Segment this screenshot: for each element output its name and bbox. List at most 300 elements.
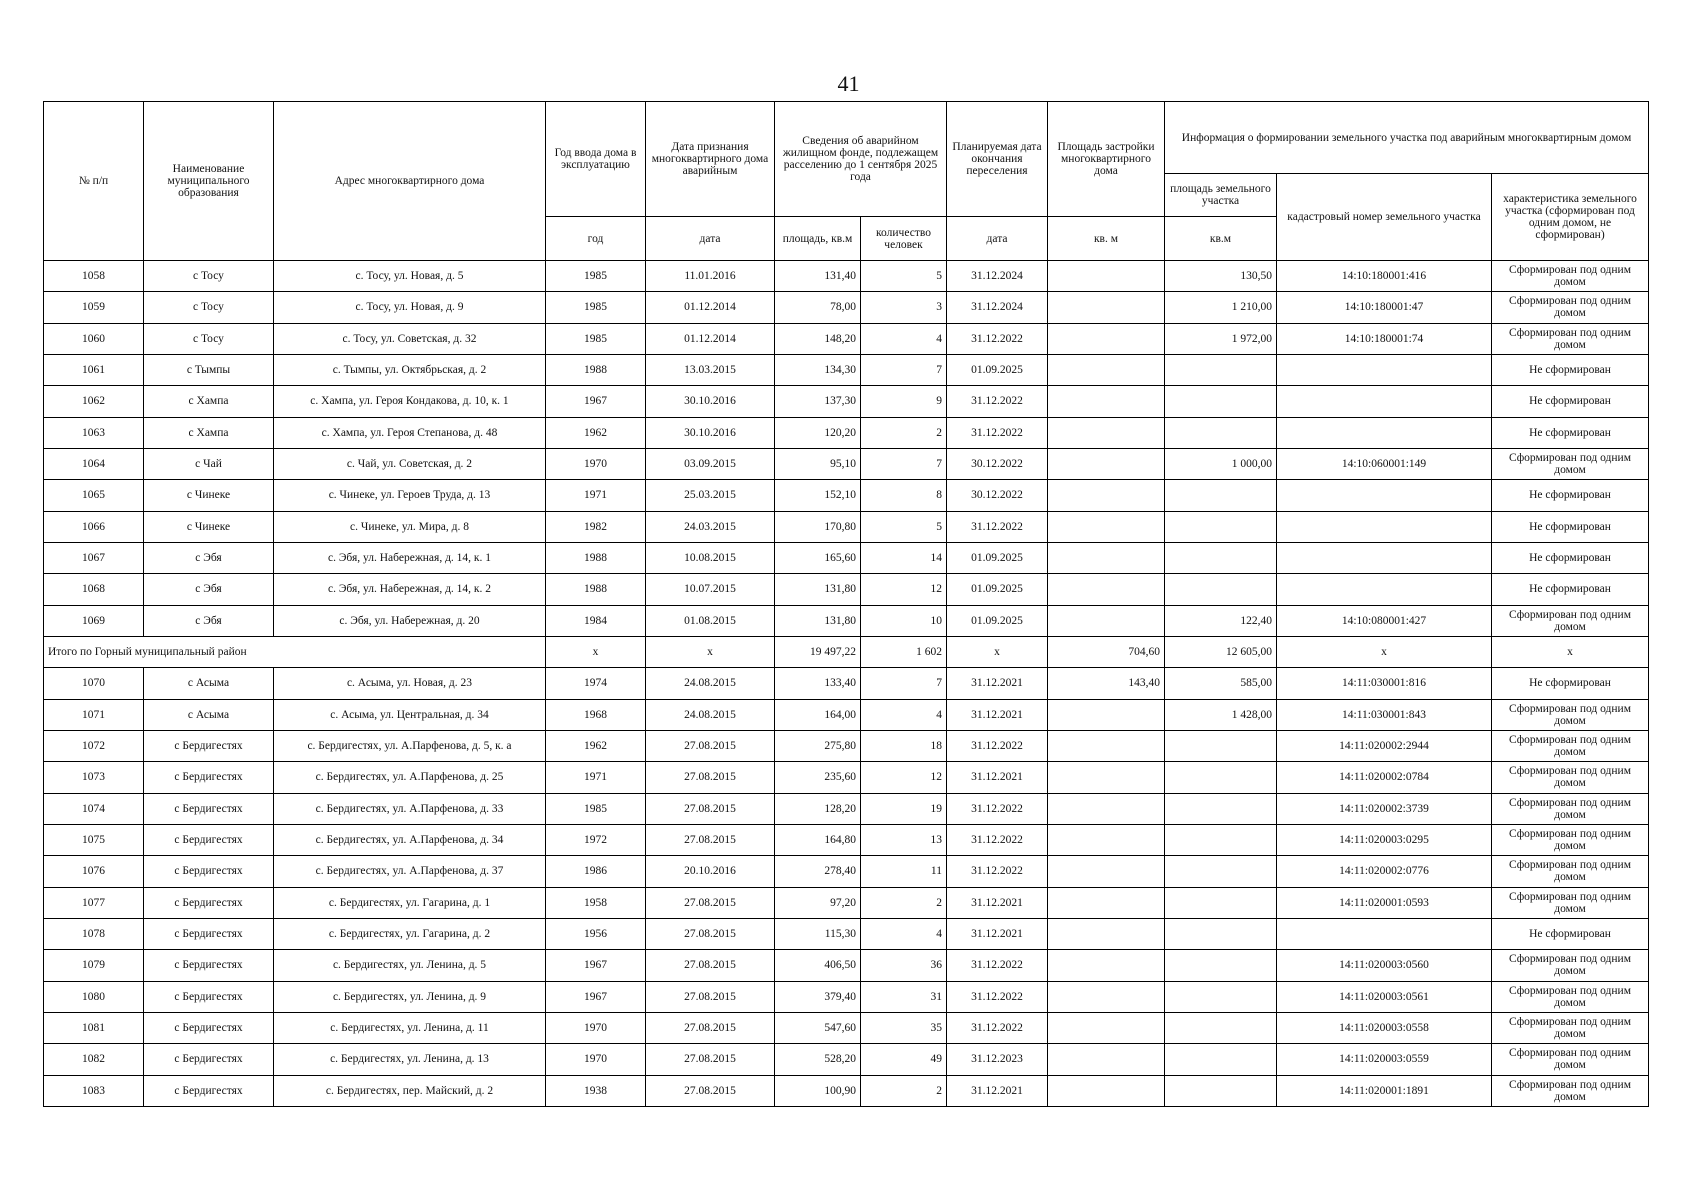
cell-num: 1083 [44, 1075, 144, 1106]
table-row [44, 480, 1649, 511]
total-land: 12 605,00 [1165, 636, 1277, 667]
cell-land-characteristic: Не сформирован [1492, 354, 1649, 385]
total-row [44, 636, 1649, 667]
cell-area: 137,30 [775, 386, 861, 417]
cell-area: 115,30 [775, 918, 861, 949]
cell-year: 1988 [546, 354, 646, 385]
cell-people: 2 [861, 417, 947, 448]
total-char: х [1492, 636, 1649, 667]
cell-people: 2 [861, 887, 947, 918]
cell-cadastral-number [1277, 511, 1492, 542]
table-row [44, 887, 1649, 918]
cell-area: 131,40 [775, 261, 861, 292]
cell-cadastral-number [1277, 574, 1492, 605]
table-row [44, 730, 1649, 761]
header-num: № п/п [44, 102, 144, 261]
cell-address: с. Бердигестях, ул. А.Парфенова, д. 34 [274, 824, 546, 855]
cell-planned-date: 01.09.2025 [947, 605, 1048, 636]
table-row [44, 950, 1649, 981]
cell-municipality: с Бердигестях [144, 824, 274, 855]
total-area: 19 497,22 [775, 636, 861, 667]
cell-built-area [1048, 448, 1165, 479]
cell-cadastral-number: 14:11:020003:0561 [1277, 981, 1492, 1012]
cell-recognition-date: 11.01.2016 [646, 261, 775, 292]
cell-municipality: с Хампа [144, 386, 274, 417]
cell-year: 1967 [546, 981, 646, 1012]
cell-land-characteristic: Сформирован под одним домом [1492, 824, 1649, 855]
cell-land-area [1165, 542, 1277, 573]
cell-num: 1071 [44, 699, 144, 730]
cell-land-area [1165, 480, 1277, 511]
cell-people: 18 [861, 730, 947, 761]
cell-people: 19 [861, 793, 947, 824]
cell-built-area [1048, 730, 1165, 761]
cell-address: с. Тосу, ул. Новая, д. 9 [274, 292, 546, 323]
unit-plan-date: дата [947, 217, 1048, 261]
cell-year: 1938 [546, 1075, 646, 1106]
cell-area: 278,40 [775, 856, 861, 887]
cell-cadastral-number: 14:11:020002:0784 [1277, 762, 1492, 793]
cell-land-characteristic: Сформирован под одним домом [1492, 1012, 1649, 1043]
cell-recognition-date: 25.03.2015 [646, 480, 775, 511]
cell-land-area: 1 000,00 [1165, 448, 1277, 479]
cell-municipality: с Эбя [144, 605, 274, 636]
cell-num: 1072 [44, 730, 144, 761]
cell-land-area [1165, 856, 1277, 887]
cell-num: 1076 [44, 856, 144, 887]
cell-land-characteristic: Сформирован под одним домом [1492, 856, 1649, 887]
table-body [44, 261, 1649, 1107]
cell-municipality: с Чинеке [144, 511, 274, 542]
cell-year: 1988 [546, 542, 646, 573]
cell-built-area [1048, 386, 1165, 417]
cell-year: 1971 [546, 762, 646, 793]
cell-people: 7 [861, 668, 947, 699]
cell-people: 5 [861, 261, 947, 292]
table-row [44, 668, 1649, 699]
cell-people: 3 [861, 292, 947, 323]
cell-area: 528,20 [775, 1044, 861, 1075]
cell-year: 1967 [546, 386, 646, 417]
cell-year: 1985 [546, 793, 646, 824]
header-year: Год ввода дома в эксплуатацию [546, 102, 646, 217]
cell-built-area [1048, 699, 1165, 730]
cell-num: 1064 [44, 448, 144, 479]
cell-built-area [1048, 292, 1165, 323]
cell-land-area [1165, 386, 1277, 417]
cell-cadastral-number [1277, 354, 1492, 385]
cell-recognition-date: 27.08.2015 [646, 793, 775, 824]
cell-num: 1077 [44, 887, 144, 918]
cell-municipality: с Асыма [144, 668, 274, 699]
cell-land-characteristic: Не сформирован [1492, 417, 1649, 448]
cell-area: 164,00 [775, 699, 861, 730]
cell-people: 12 [861, 574, 947, 605]
cell-area: 379,40 [775, 981, 861, 1012]
cell-built-area [1048, 261, 1165, 292]
unit-land-area: кв.м [1165, 217, 1277, 261]
cell-year: 1967 [546, 950, 646, 981]
table-row [44, 292, 1649, 323]
cell-address: с. Бердигестях, пер. Майский, д. 2 [274, 1075, 546, 1106]
cell-area: 170,80 [775, 511, 861, 542]
cell-land-area [1165, 1012, 1277, 1043]
table-row [44, 511, 1649, 542]
cell-built-area [1048, 1044, 1165, 1075]
cell-cadastral-number: 14:11:030001:843 [1277, 699, 1492, 730]
cell-address: с. Бердигестях, ул. Гагарина, д. 2 [274, 918, 546, 949]
cell-land-characteristic: Сформирован под одним домом [1492, 793, 1649, 824]
cell-built-area [1048, 918, 1165, 949]
cell-municipality: с Бердигестях [144, 1044, 274, 1075]
cell-num: 1081 [44, 1012, 144, 1043]
cell-people: 4 [861, 918, 947, 949]
cell-area: 165,60 [775, 542, 861, 573]
cell-municipality: с Бердигестях [144, 730, 274, 761]
cell-cadastral-number: 14:11:020001:1891 [1277, 1075, 1492, 1106]
cell-cadastral-number [1277, 918, 1492, 949]
total-people: 1 602 [861, 636, 947, 667]
cell-planned-date: 31.12.2021 [947, 887, 1048, 918]
cell-land-area [1165, 887, 1277, 918]
cell-people: 8 [861, 480, 947, 511]
table-header [44, 102, 1649, 261]
cell-cadastral-number: 14:11:020002:2944 [1277, 730, 1492, 761]
cell-area: 134,30 [775, 354, 861, 385]
cell-built-area [1048, 1075, 1165, 1106]
cell-built-area [1048, 856, 1165, 887]
cell-municipality: с Бердигестях [144, 1012, 274, 1043]
cell-year: 1986 [546, 856, 646, 887]
table-row [44, 323, 1649, 354]
cell-num: 1074 [44, 793, 144, 824]
cell-planned-date: 31.12.2022 [947, 824, 1048, 855]
cell-cadastral-number: 14:10:080001:427 [1277, 605, 1492, 636]
cell-area: 128,20 [775, 793, 861, 824]
cell-land-area [1165, 762, 1277, 793]
header-land-info: Информация о формировании земельного участка под аварийным многоквартирным домом [1165, 102, 1649, 174]
cell-planned-date: 31.12.2022 [947, 730, 1048, 761]
cell-address: с. Бердигестях, ул. А.Парфенова, д. 37 [274, 856, 546, 887]
cell-address: с. Бердигестях, ул. А.Парфенова, д. 5, к. а [274, 730, 546, 761]
cell-planned-date: 31.12.2021 [947, 918, 1048, 949]
cell-people: 2 [861, 1075, 947, 1106]
cell-people: 14 [861, 542, 947, 573]
cell-land-characteristic: Не сформирован [1492, 542, 1649, 573]
cell-planned-date: 31.12.2024 [947, 261, 1048, 292]
cell-area: 100,90 [775, 1075, 861, 1106]
cell-address: с. Чинеке, ул. Героев Труда, д. 13 [274, 480, 546, 511]
cell-cadastral-number: 14:10:060001:149 [1277, 448, 1492, 479]
cell-municipality: с Бердигестях [144, 793, 274, 824]
cell-recognition-date: 13.03.2015 [646, 354, 775, 385]
cell-cadastral-number: 14:10:180001:416 [1277, 261, 1492, 292]
table-row [44, 981, 1649, 1012]
table-row [44, 1012, 1649, 1043]
cell-address: с. Эбя, ул. Набережная, д. 20 [274, 605, 546, 636]
table-row [44, 386, 1649, 417]
cell-recognition-date: 01.12.2014 [646, 292, 775, 323]
cell-people: 7 [861, 354, 947, 385]
cell-recognition-date: 01.12.2014 [646, 323, 775, 354]
cell-built-area [1048, 605, 1165, 636]
cell-recognition-date: 27.08.2015 [646, 950, 775, 981]
cell-cadastral-number [1277, 480, 1492, 511]
cell-planned-date: 01.09.2025 [947, 542, 1048, 573]
cell-recognition-date: 01.08.2015 [646, 605, 775, 636]
cell-num: 1058 [44, 261, 144, 292]
cell-year: 1985 [546, 323, 646, 354]
cell-built-area [1048, 323, 1165, 354]
cell-land-characteristic: Не сформирован [1492, 511, 1649, 542]
cell-area: 275,80 [775, 730, 861, 761]
unit-area: площадь, кв.м [775, 217, 861, 261]
table-row [44, 354, 1649, 385]
cell-land-area [1165, 918, 1277, 949]
cell-municipality: с Бердигестях [144, 1075, 274, 1106]
table-row [44, 261, 1649, 292]
cell-planned-date: 31.12.2022 [947, 417, 1048, 448]
cell-municipality: с Чинеке [144, 480, 274, 511]
total-label: Итого по Горный муниципальный район [44, 636, 546, 667]
cell-recognition-date: 10.07.2015 [646, 574, 775, 605]
cell-year: 1985 [546, 261, 646, 292]
cell-num: 1082 [44, 1044, 144, 1075]
cell-land-area [1165, 793, 1277, 824]
cell-land-area: 1 972,00 [1165, 323, 1277, 354]
cell-cadastral-number: 14:10:180001:74 [1277, 323, 1492, 354]
cell-area: 148,20 [775, 323, 861, 354]
cell-land-characteristic: Сформирован под одним домом [1492, 261, 1649, 292]
cell-municipality: с Тосу [144, 292, 274, 323]
cell-address: с. Чинеке, ул. Мира, д. 8 [274, 511, 546, 542]
table-row [44, 793, 1649, 824]
header-recognition-date: Дата признания многоквартирного дома аварийным [646, 102, 775, 217]
cell-people: 4 [861, 323, 947, 354]
cell-land-area [1165, 574, 1277, 605]
cell-built-area [1048, 824, 1165, 855]
cell-recognition-date: 24.03.2015 [646, 511, 775, 542]
cell-address: с. Тымпы, ул. Октябрьская, д. 2 [274, 354, 546, 385]
cell-planned-date: 31.12.2022 [947, 981, 1048, 1012]
cell-num: 1080 [44, 981, 144, 1012]
cell-land-characteristic: Сформирован под одним домом [1492, 323, 1649, 354]
cell-area: 133,40 [775, 668, 861, 699]
cell-area: 120,20 [775, 417, 861, 448]
cell-people: 9 [861, 386, 947, 417]
cell-num: 1078 [44, 918, 144, 949]
cell-area: 164,80 [775, 824, 861, 855]
cell-num: 1067 [44, 542, 144, 573]
cell-year: 1971 [546, 480, 646, 511]
cell-area: 78,00 [775, 292, 861, 323]
cell-cadastral-number [1277, 386, 1492, 417]
cell-year: 1968 [546, 699, 646, 730]
cell-land-area [1165, 730, 1277, 761]
cell-num: 1060 [44, 323, 144, 354]
cell-planned-date: 31.12.2022 [947, 511, 1048, 542]
cell-planned-date: 30.12.2022 [947, 448, 1048, 479]
header-land-area: площадь земельного участка [1165, 174, 1277, 217]
cell-built-area [1048, 511, 1165, 542]
cell-planned-date: 31.12.2022 [947, 386, 1048, 417]
cell-land-area [1165, 511, 1277, 542]
header-emergency-fund: Сведения об аварийном жилищном фонде, подлежащем расселению до 1 сентября 2025 года [775, 102, 947, 217]
cell-land-characteristic: Не сформирован [1492, 668, 1649, 699]
cell-people: 12 [861, 762, 947, 793]
cell-planned-date: 31.12.2024 [947, 292, 1048, 323]
cell-land-characteristic: Сформирован под одним домом [1492, 762, 1649, 793]
cell-people: 35 [861, 1012, 947, 1043]
cell-address: с. Бердигестях, ул. А.Парфенова, д. 33 [274, 793, 546, 824]
cell-land-characteristic: Сформирован под одним домом [1492, 730, 1649, 761]
table-row [44, 1075, 1649, 1106]
cell-recognition-date: 10.08.2015 [646, 542, 775, 573]
total-plan: х [947, 636, 1048, 667]
table-row [44, 762, 1649, 793]
cell-people: 10 [861, 605, 947, 636]
cell-num: 1079 [44, 950, 144, 981]
cell-cadastral-number: 14:11:020003:0560 [1277, 950, 1492, 981]
cell-cadastral-number: 14:11:020003:0559 [1277, 1044, 1492, 1075]
cell-people: 4 [861, 699, 947, 730]
cell-cadastral-number: 14:11:030001:816 [1277, 668, 1492, 699]
cell-planned-date: 31.12.2022 [947, 793, 1048, 824]
cell-built-area [1048, 542, 1165, 573]
cell-planned-date: 30.12.2022 [947, 480, 1048, 511]
cell-municipality: с Тосу [144, 261, 274, 292]
cell-cadastral-number: 14:11:020003:0558 [1277, 1012, 1492, 1043]
cell-built-area [1048, 1012, 1165, 1043]
cell-year: 1962 [546, 417, 646, 448]
table-row [44, 824, 1649, 855]
cell-planned-date: 01.09.2025 [947, 574, 1048, 605]
header-land-characteristic: характеристика земельного участка (сформирован под одним домом, не сформирован) [1492, 174, 1649, 261]
cell-cadastral-number: 14:11:020003:0295 [1277, 824, 1492, 855]
page-number: 41 [837, 71, 860, 96]
cell-municipality: с Тымпы [144, 354, 274, 385]
cell-address: с. Бердигестях, ул. Ленина, д. 11 [274, 1012, 546, 1043]
cell-land-area [1165, 417, 1277, 448]
cell-land-area: 1 210,00 [1165, 292, 1277, 323]
cell-land-characteristic: Сформирован под одним домом [1492, 1044, 1649, 1075]
cell-built-area [1048, 480, 1165, 511]
cell-recognition-date: 27.08.2015 [646, 1012, 775, 1043]
cell-people: 7 [861, 448, 947, 479]
cell-year: 1970 [546, 1044, 646, 1075]
cell-land-characteristic: Не сформирован [1492, 918, 1649, 949]
cell-land-area [1165, 1044, 1277, 1075]
cell-built-area: 143,40 [1048, 668, 1165, 699]
total-cad: х [1277, 636, 1492, 667]
cell-people: 13 [861, 824, 947, 855]
cell-recognition-date: 24.08.2015 [646, 668, 775, 699]
total-built: 704,60 [1048, 636, 1165, 667]
cell-built-area [1048, 793, 1165, 824]
cell-built-area [1048, 574, 1165, 605]
header-municipality: Наименование муниципального образования [144, 102, 274, 261]
cell-address: с. Асыма, ул. Новая, д. 23 [274, 668, 546, 699]
unit-date: дата [646, 217, 775, 261]
cell-area: 131,80 [775, 605, 861, 636]
cell-recognition-date: 27.08.2015 [646, 1075, 775, 1106]
cell-cadastral-number: 14:11:020002:0776 [1277, 856, 1492, 887]
cell-land-characteristic: Сформирован под одним домом [1492, 887, 1649, 918]
cell-address: с. Асыма, ул. Центральная, д. 34 [274, 699, 546, 730]
cell-cadastral-number: 14:10:180001:47 [1277, 292, 1492, 323]
cell-recognition-date: 20.10.2016 [646, 856, 775, 887]
cell-recognition-date: 03.09.2015 [646, 448, 775, 479]
cell-num: 1068 [44, 574, 144, 605]
cell-area: 95,10 [775, 448, 861, 479]
unit-year: год [546, 217, 646, 261]
cell-area: 152,10 [775, 480, 861, 511]
cell-cadastral-number: 14:11:020002:3739 [1277, 793, 1492, 824]
cell-recognition-date: 27.08.2015 [646, 918, 775, 949]
table-row [44, 574, 1649, 605]
cell-address: с. Бердигестях, ул. Гагарина, д. 1 [274, 887, 546, 918]
cell-land-area [1165, 1075, 1277, 1106]
cell-num: 1061 [44, 354, 144, 385]
cell-year: 1984 [546, 605, 646, 636]
unit-built-area: кв. м [1048, 217, 1165, 261]
cell-land-area: 130,50 [1165, 261, 1277, 292]
cell-built-area [1048, 887, 1165, 918]
cell-planned-date: 31.12.2022 [947, 1012, 1048, 1043]
header-built-area: Площадь застройки многоквартирного дома [1048, 102, 1165, 217]
cell-year: 1985 [546, 292, 646, 323]
cell-land-area [1165, 981, 1277, 1012]
cell-area: 97,20 [775, 887, 861, 918]
cell-built-area [1048, 354, 1165, 385]
cell-address: с. Хампа, ул. Героя Кондакова, д. 10, к. 1 [274, 386, 546, 417]
cell-people: 36 [861, 950, 947, 981]
table-row [44, 605, 1649, 636]
cell-people: 31 [861, 981, 947, 1012]
cell-planned-date: 01.09.2025 [947, 354, 1048, 385]
cell-recognition-date: 24.08.2015 [646, 699, 775, 730]
cell-built-area [1048, 417, 1165, 448]
cell-municipality: с Бердигестях [144, 856, 274, 887]
cell-people: 11 [861, 856, 947, 887]
cell-cadastral-number [1277, 542, 1492, 573]
cell-built-area [1048, 981, 1165, 1012]
cell-area: 547,60 [775, 1012, 861, 1043]
cell-address: с. Хампа, ул. Героя Степанова, д. 48 [274, 417, 546, 448]
cell-municipality: с Чай [144, 448, 274, 479]
cell-num: 1070 [44, 668, 144, 699]
cell-recognition-date: 27.08.2015 [646, 762, 775, 793]
cell-planned-date: 31.12.2022 [947, 323, 1048, 354]
cell-recognition-date: 27.08.2015 [646, 887, 775, 918]
cell-municipality: с Эбя [144, 574, 274, 605]
cell-municipality: с Бердигестях [144, 918, 274, 949]
cell-built-area [1048, 762, 1165, 793]
cell-address: с. Бердигестях, ул. Ленина, д. 13 [274, 1044, 546, 1075]
cell-recognition-date: 27.08.2015 [646, 981, 775, 1012]
table-row [44, 542, 1649, 573]
cell-num: 1066 [44, 511, 144, 542]
cell-num: 1069 [44, 605, 144, 636]
cell-municipality: с Бердигестях [144, 950, 274, 981]
cell-built-area [1048, 950, 1165, 981]
cell-land-area: 585,00 [1165, 668, 1277, 699]
cell-planned-date: 31.12.2021 [947, 699, 1048, 730]
cell-land-characteristic: Не сформирован [1492, 386, 1649, 417]
cell-land-characteristic: Не сформирован [1492, 480, 1649, 511]
cell-land-area [1165, 354, 1277, 385]
table-row [44, 1044, 1649, 1075]
